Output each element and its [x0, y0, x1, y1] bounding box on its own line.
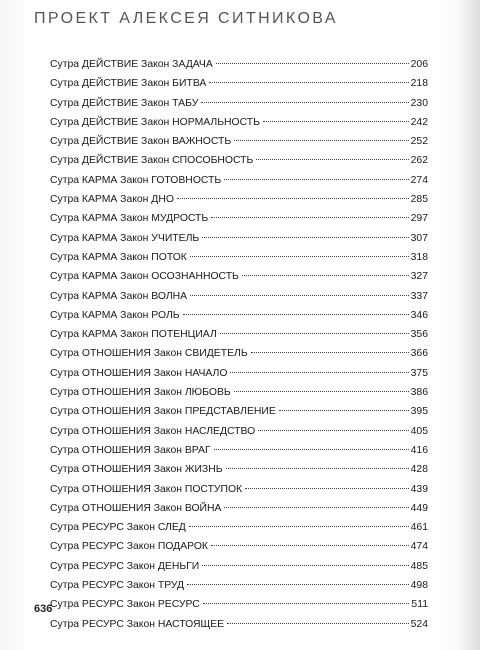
- toc-entry: [50, 171, 428, 190]
- toc-entry-title: Сутра КАРМА Закон РОЛЬ: [50, 309, 180, 321]
- toc-entry-page: 252: [410, 136, 428, 148]
- toc-dot-leader: [224, 179, 408, 180]
- toc-entry-title: Сутра РЕСУРС Закон РЕСУРС: [50, 599, 200, 611]
- toc-entry-title: Сутра РЕСУРС Закон НАСТОЯЩЕЕ: [50, 618, 225, 630]
- toc-dot-leader: [190, 256, 409, 257]
- toc-dot-leader: [211, 217, 408, 218]
- toc-entry-title: Сутра КАРМА Закон ВОЛНА: [50, 290, 188, 302]
- toc-entry: [50, 402, 428, 421]
- toc-dot-leader: [220, 333, 409, 334]
- toc-entry-page: 366: [410, 348, 428, 360]
- toc-entry: [50, 364, 428, 383]
- toc-entry-title: Сутра ОТНОШЕНИЯ Закон ПОСТУПОК: [50, 483, 243, 495]
- toc-entry-page: 356: [410, 329, 428, 341]
- toc-entry: [50, 576, 428, 595]
- toc-entry: [50, 132, 428, 151]
- toc-dot-leader: [234, 391, 409, 392]
- toc-entry-title: Сутра КАРМА Закон ГОТОВНОСТЬ: [50, 174, 222, 186]
- toc-entry-title: Сутра ОТНОШЕНИЯ Закон СВИДЕТЕЛЬ: [50, 348, 248, 360]
- toc-entry-title: Сутра РЕСУРС Закон ПОДАРОК: [50, 541, 208, 553]
- toc-entry-page: 327: [410, 271, 428, 283]
- toc-entry: [50, 190, 428, 209]
- toc-entry-title: Сутра РЕСУРС Закон ДЕНЬГИ: [50, 560, 200, 572]
- toc-entry-page: 285: [410, 194, 428, 206]
- toc-entry-page: 474: [410, 541, 428, 553]
- toc-entry-title: Сутра ДЕЙСТВИЕ Закон НОРМАЛЬНОСТЬ: [50, 116, 260, 128]
- toc-dot-leader: [201, 102, 408, 103]
- toc-entry-title: Сутра РЕСУРС Закон ТРУД: [50, 580, 185, 592]
- toc-entry-page: 395: [410, 406, 428, 418]
- toc-entry: [50, 209, 428, 228]
- toc-entry-page: 511: [411, 599, 428, 611]
- toc-entry: [50, 55, 428, 74]
- toc-dot-leader: [256, 159, 408, 160]
- toc-dot-leader: [226, 468, 409, 469]
- toc-entry: [50, 74, 428, 93]
- toc-entry: [50, 499, 428, 518]
- toc-entry-title: Сутра ДЕЙСТВИЕ Закон ЗАДАЧА: [50, 59, 213, 70]
- running-header: ПРОЕКТ АЛЕКСЕЯ СИТНИКОВА: [34, 10, 338, 27]
- toc-entry-title: Сутра ОТНОШЕНИЯ Закон НАЧАЛО: [50, 367, 228, 379]
- toc-dot-leader: [203, 603, 410, 604]
- toc-entry-page: 485: [410, 560, 428, 572]
- toc-dot-leader: [190, 295, 409, 296]
- toc-entry-page: 346: [410, 309, 428, 321]
- toc-entry-page: 206: [410, 59, 428, 70]
- toc-dot-leader: [214, 449, 409, 450]
- toc-entry-page: 307: [410, 232, 428, 244]
- toc-entry-page: 524: [410, 618, 428, 630]
- toc-entry-title: Сутра КАРМА Закон ПОТЕНЦИАЛ: [50, 329, 217, 341]
- toc-entry: [50, 480, 428, 499]
- toc-dot-leader: [245, 488, 409, 489]
- toc-entry: [50, 94, 428, 113]
- toc-dot-leader: [227, 623, 409, 624]
- toc-entry-page: 405: [410, 425, 428, 437]
- toc-entry: [50, 595, 428, 614]
- toc-entry-page: 416: [410, 444, 428, 456]
- toc-entry-title: Сутра КАРМА Закон ОСОЗНАННОСТЬ: [50, 271, 239, 283]
- toc-entry-page: 262: [410, 155, 428, 167]
- toc-entry-title: Сутра РЕСУРС Закон СЛЕД: [50, 522, 186, 534]
- toc-entry-page: 428: [410, 464, 428, 476]
- toc-entry: [50, 518, 428, 537]
- toc-entry-title: Сутра КАРМА Закон МУДРОСТЬ: [50, 213, 209, 225]
- toc-dot-leader: [202, 237, 408, 238]
- toc-entry: [50, 248, 428, 267]
- toc-entry: [50, 557, 428, 576]
- toc-entry: [50, 460, 428, 479]
- toc-entry-title: Сутра ОТНОШЕНИЯ Закон ВОЙНА: [50, 502, 222, 514]
- toc-entry: [50, 441, 428, 460]
- toc-entry: [50, 422, 428, 441]
- toc-dot-leader: [202, 565, 408, 566]
- toc-entry-title: Сутра ОТНОШЕНИЯ Закон ВРАГ: [50, 444, 211, 456]
- toc-entry-page: 218: [410, 78, 428, 90]
- toc-entry-page: 274: [410, 174, 428, 186]
- toc-entry: [50, 325, 428, 344]
- toc-dot-leader: [242, 275, 409, 276]
- toc-entry-page: 439: [410, 483, 428, 495]
- toc-entry-page: 297: [410, 213, 428, 225]
- toc-entry: [50, 229, 428, 248]
- toc-entry-title: Сутра КАРМА Закон УЧИТЕЛЬ: [50, 232, 200, 244]
- toc-entry-page: 461: [410, 522, 428, 534]
- toc-entry-page: 337: [410, 290, 428, 302]
- toc-entry-page: 386: [410, 387, 428, 399]
- toc-dot-leader: [251, 352, 409, 353]
- toc-entry-title: Сутра ДЕЙСТВИЕ Закон ВАЖНОСТЬ: [50, 136, 232, 148]
- toc-dot-leader: [224, 507, 408, 508]
- toc-entry-page: 318: [410, 251, 428, 263]
- toc-entry: [50, 151, 428, 170]
- toc-entry: [50, 267, 428, 286]
- toc-dot-leader: [187, 584, 409, 585]
- table-of-contents: [50, 55, 428, 634]
- toc-dot-leader: [209, 82, 408, 83]
- toc-entry: [50, 615, 428, 634]
- toc-entry-page: 242: [410, 116, 428, 128]
- toc-entry-title: Сутра ДЕЙСТВИЕ Закон ТАБУ: [50, 97, 199, 109]
- toc-entry-title: Сутра ОТНОШЕНИЯ Закон ПРЕДСТАВЛЕНИЕ: [50, 406, 276, 418]
- toc-entry-page: 498: [410, 580, 428, 592]
- page-number: 636: [34, 603, 53, 615]
- toc-entry: [50, 306, 428, 325]
- toc-dot-leader: [216, 63, 409, 64]
- toc-dot-leader: [258, 430, 408, 431]
- toc-entry-title: Сутра ОТНОШЕНИЯ Закон НАСЛЕДСТВО: [50, 425, 256, 437]
- toc-dot-leader: [263, 121, 409, 122]
- toc-dot-leader: [234, 140, 408, 141]
- toc-dot-leader: [177, 198, 409, 199]
- toc-entry-page: 230: [410, 97, 428, 109]
- toc-entry-title: Сутра ДЕЙСТВИЕ Закон СПОСОБНОСТЬ: [50, 155, 254, 167]
- toc-entry-page: 449: [410, 502, 428, 514]
- toc-dot-leader: [183, 314, 409, 315]
- toc-entry: [50, 287, 428, 306]
- toc-entry-page: 375: [410, 367, 428, 379]
- toc-entry-title: Сутра ОТНОШЕНИЯ Закон ЖИЗНЬ: [50, 464, 223, 476]
- toc-entry-title: Сутра КАРМА Закон ДНО: [50, 194, 174, 206]
- toc-entry-title: Сутра ДЕЙСТВИЕ Закон БИТВА: [50, 78, 207, 90]
- toc-entry-title: Сутра ОТНОШЕНИЯ Закон ЛЮБОВЬ: [50, 387, 231, 399]
- toc-dot-leader: [211, 545, 409, 546]
- toc-dot-leader: [189, 526, 409, 527]
- toc-entry: [50, 537, 428, 556]
- toc-entry: [50, 113, 428, 132]
- toc-entry: [50, 344, 428, 363]
- toc-entry: [50, 383, 428, 402]
- page-edge-shadow: [458, 0, 480, 650]
- toc-dot-leader: [279, 410, 409, 411]
- toc-dot-leader: [230, 372, 408, 373]
- toc-entry-title: Сутра КАРМА Закон ПОТОК: [50, 251, 187, 263]
